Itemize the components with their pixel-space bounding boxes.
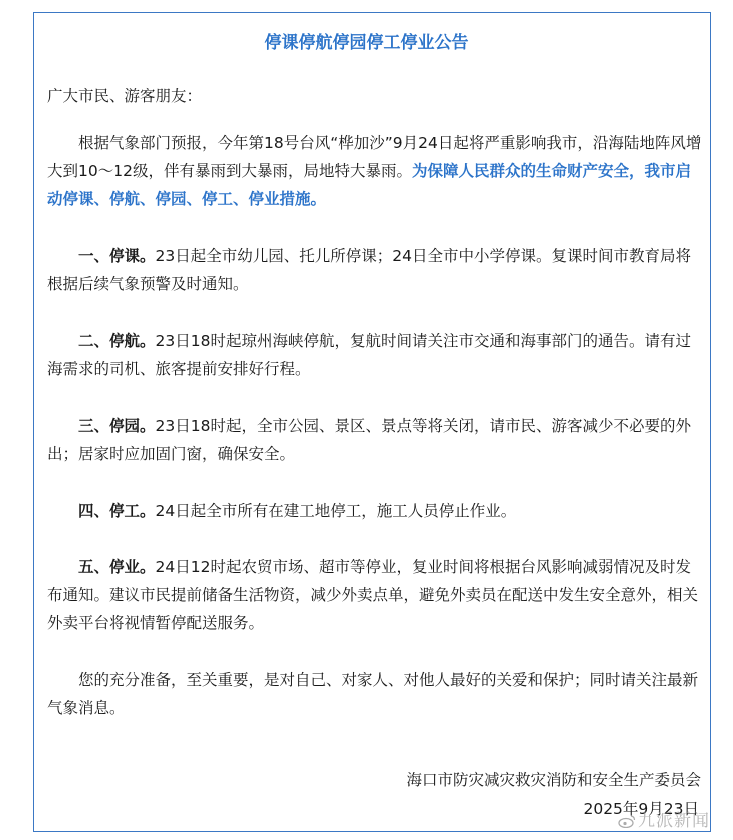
item-text: 24日起全市所有在建工地停工，施工人员停止作业。 [155,502,517,520]
item-text: 23日起全市幼儿园、托儿所停课；24日全市中小学停课。复课时间市教育局将根据后续气象预警及时通知。 [47,247,691,293]
item-heading: 一、停课。 [78,247,156,265]
item-suspend-shipping [47,327,702,383]
item-heading: 二、停航。 [78,332,156,350]
greeting: 广大市民、游客朋友： [47,87,203,105]
intro-text: 根据气象部门预报，今年第18号台风“桦加沙”9月24日起将严重影响我市，沿海陆地阵风增大到10～12级，伴有暴雨到大暴雨，局地特大暴雨。 [47,134,702,180]
item-heading: 五、停业。 [78,558,156,576]
watermark-text: 九派新闻 [638,811,710,831]
item-text: 23日18时起，全市公园、景区、景点等将关闭，请市民、游客减少不必要的外出；居家时应加固门窗，确保安全。 [47,417,691,463]
watermark [618,806,710,831]
item-close-parks [47,412,702,468]
item-text: 24日12时起农贸市场、超市等停业，复业时间将根据台风影响减弱情况及时发布通知。建议市民提前储备生活物资，减少外卖点单，避免外卖员在配送中发生安全意外，相关外卖平台将视情暂停配送服务。 [47,558,699,632]
item-heading: 四、停工。 [78,502,156,520]
signature: 海口市防灾减灾救灾消防和安全生产委员会 [406,771,701,789]
closing-paragraph: 您的充分准备，至关重要，是对自己、对家人、对他人最好的关爱和保护；同时请关注最新气象消息。 [47,671,699,717]
notice-title: 停课停航停园停工停业公告 [264,33,469,53]
item-suspend-classes [47,242,702,298]
intro-highlight: 为保障人民群众的生命财产安全，我市启动停课、停航、停园、停工、停业措施。 [47,162,691,208]
item-suspend-work [47,497,702,525]
date: 2025年9月23日 [583,800,699,818]
item-suspend-business [47,553,702,637]
item-text: 23日18时起琼州海峡停航，复航时间请关注市交通和海事部门的通告。请有过海需求的司机、旅客提前安排好行程。 [47,332,691,378]
weibo-icon [618,814,636,828]
intro-paragraph [47,129,702,213]
item-heading: 三、停园。 [78,417,156,435]
